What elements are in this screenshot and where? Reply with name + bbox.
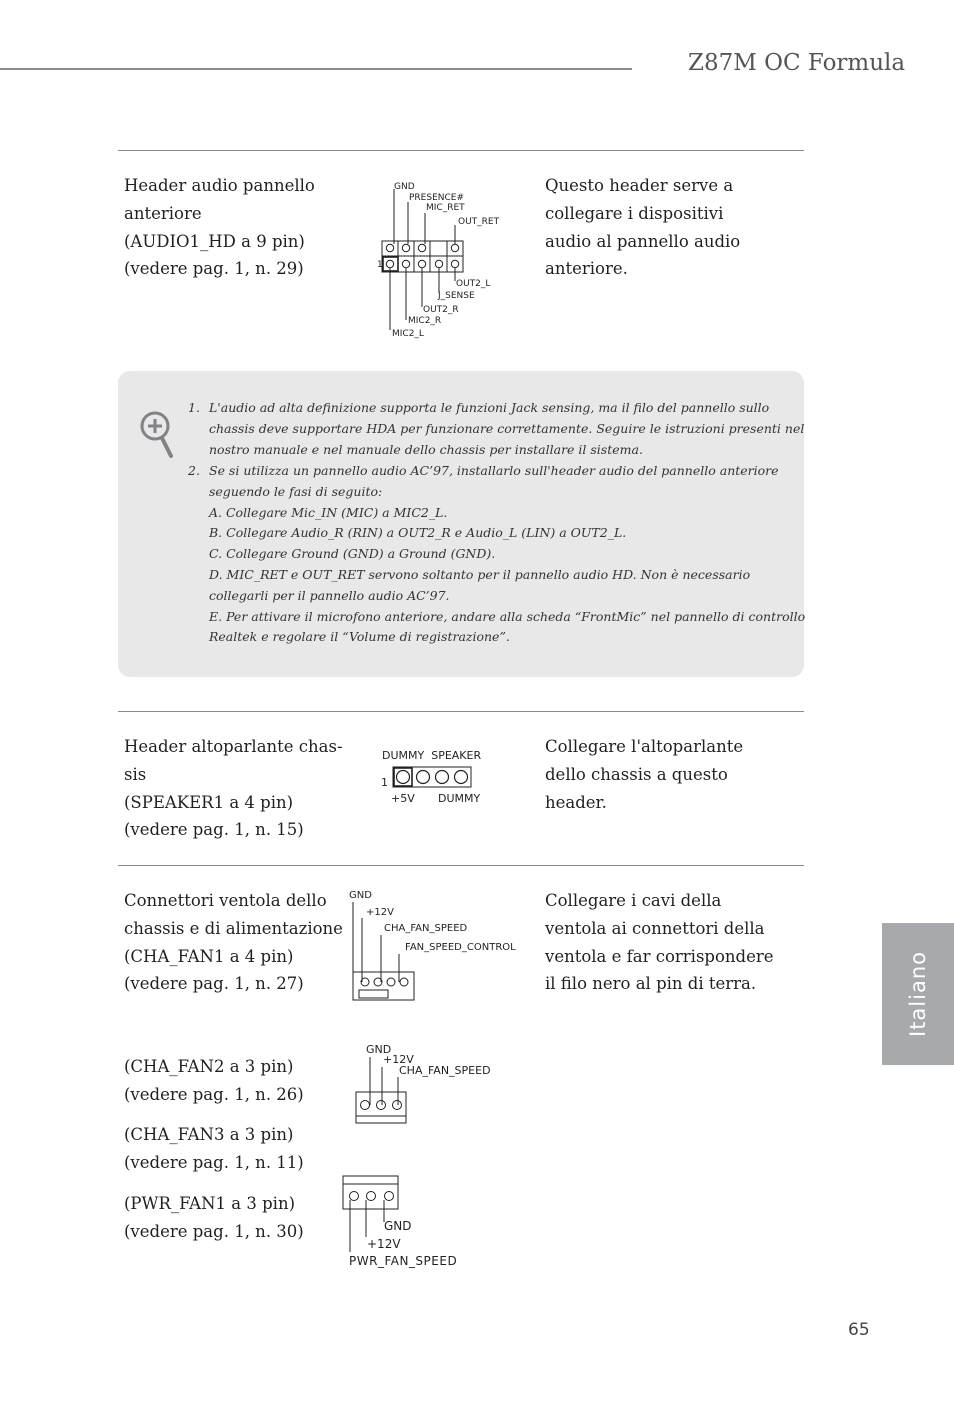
svg-text:GND: GND <box>394 182 415 192</box>
svg-text:CHA_FAN_SPEED: CHA_FAN_SPEED <box>399 1064 491 1077</box>
svg-text:GND: GND <box>366 1043 392 1056</box>
audio-description: Header audio pannello anteriore (AUDIO1_HD a 9 pin) (vedere pag. 1, n. 29) <box>124 176 315 279</box>
svg-text:MIC2_L: MIC2_L <box>392 329 424 339</box>
svg-text:PWR_FAN_SPEED: PWR_FAN_SPEED <box>349 1254 458 1268</box>
section-divider <box>118 150 804 151</box>
svg-text:+12V: +12V <box>367 1237 401 1251</box>
svg-text:+5V: +5V <box>391 792 415 805</box>
svg-text:+12V: +12V <box>366 907 394 918</box>
svg-text:1: 1 <box>381 776 388 789</box>
cha-fan2-diagram <box>352 1040 502 1130</box>
audio-header-diagram <box>360 175 530 345</box>
svg-text:GND: GND <box>349 890 372 901</box>
svg-text:J_SENSE: J_SENSE <box>438 291 475 301</box>
svg-text:MIC_RET: MIC_RET <box>426 203 465 213</box>
cha-fan1-diagram <box>345 885 530 1005</box>
cha-fan2-description: (CHA_FAN2 a 3 pin) (vedere pag. 1, n. 26) <box>124 1057 304 1104</box>
svg-text:OUT2_R: OUT2_R <box>423 305 459 315</box>
svg-text:DUMMY SPEAKER: DUMMY SPEAKER <box>382 749 482 762</box>
svg-text:PRESENCE#: PRESENCE# <box>409 193 465 203</box>
section-divider <box>118 711 804 712</box>
fan-description: Connettori ventola dello chassis e di alimentazione (CHA_FAN1 a 4 pin) (vedere pag. 1, n. 27) <box>124 891 343 994</box>
svg-text:OUT2_L: OUT2_L <box>456 279 491 289</box>
magnifier-plus-icon <box>138 408 178 460</box>
pin1-label: 1 <box>377 260 383 270</box>
svg-text:OUT_RET: OUT_RET <box>458 217 500 227</box>
fan-instructions: Collegare i cavi della ventola ai connettori della ventola e far corrispondere il filo nero al pin di terra. <box>545 891 774 994</box>
svg-text:+12V: +12V <box>383 1053 414 1066</box>
speaker-instructions: Collegare l'altoparlante dello chassis a questo header. <box>545 737 744 812</box>
pwr-fan1-description: (PWR_FAN1 a 3 pin) (vedere pag. 1, n. 30) <box>124 1194 304 1241</box>
svg-text:GND: GND <box>384 1219 412 1233</box>
svg-text:DUMMY: DUMMY <box>438 792 481 805</box>
speaker-description: Header altoparlante chas- sis (SPEAKER1 a 4 pin) (vedere pag. 1, n. 15) <box>124 737 343 840</box>
svg-text:MIC2_R: MIC2_R <box>408 316 442 326</box>
header-rule <box>0 68 632 70</box>
cha-fan3-description: (CHA_FAN3 a 3 pin) (vedere pag. 1, n. 11) <box>124 1125 304 1172</box>
section-divider <box>118 865 804 866</box>
page-number: 65 <box>848 1320 870 1340</box>
svg-text:CHA_FAN_SPEED: CHA_FAN_SPEED <box>384 923 468 934</box>
speaker-header-diagram <box>378 745 508 810</box>
svg-text:FAN_SPEED_CONTROL: FAN_SPEED_CONTROL <box>405 942 516 953</box>
language-tab: Italiano <box>882 923 954 1065</box>
audio-instructions: Questo header serve a collegare i dispositivi audio al pannello audio anteriore. <box>545 176 741 279</box>
page-title: Z87M OC Formula <box>688 50 906 76</box>
pwr-fan1-diagram <box>338 1172 488 1272</box>
